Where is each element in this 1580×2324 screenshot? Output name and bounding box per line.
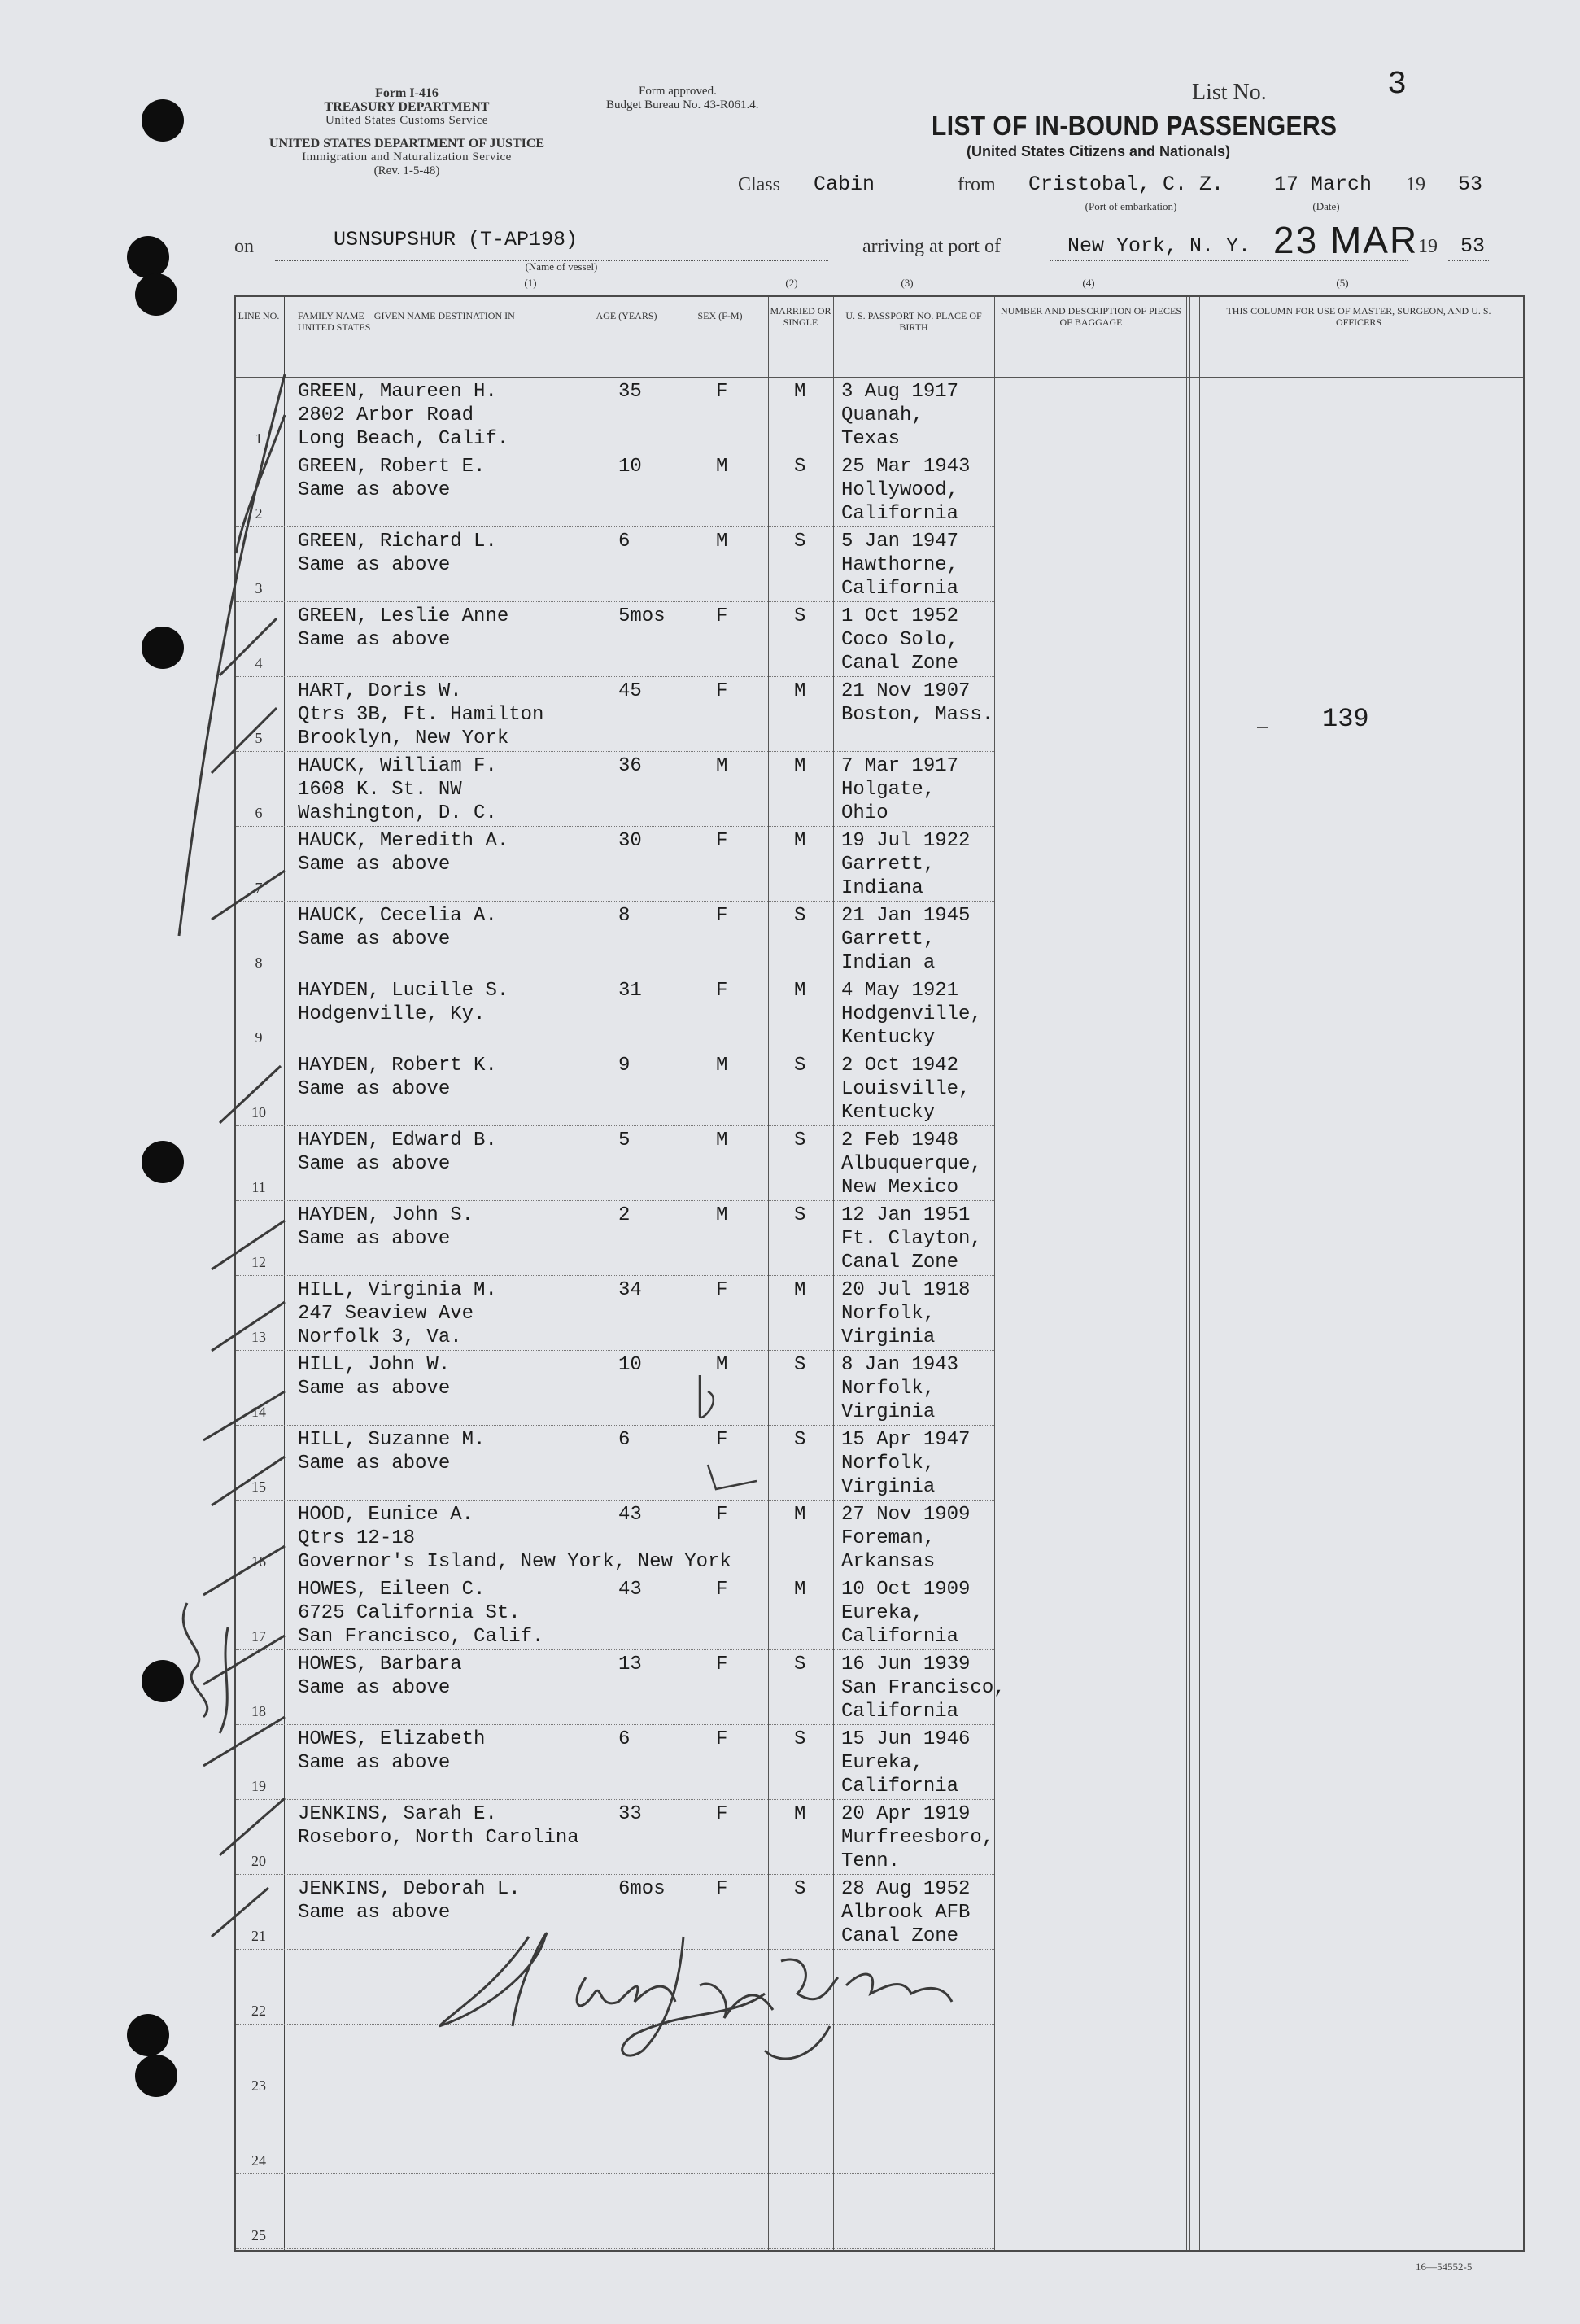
- line-number: 16: [251, 1553, 266, 1570]
- passenger-age: 2: [618, 1204, 631, 1226]
- passenger-marital-status: M: [794, 1504, 806, 1526]
- col-caption-4: (4): [1082, 277, 1095, 289]
- passenger-birth: 10 Oct 1909 Eureka, California: [841, 1579, 971, 1648]
- embark-date: 17 March: [1274, 173, 1373, 196]
- passenger-sex: F: [716, 1429, 728, 1451]
- vessel-name: USNSUPSHUR (T-AP198): [334, 228, 578, 251]
- arriving-label: arriving at port of: [862, 236, 1001, 257]
- row-divider: [236, 2173, 994, 2174]
- passenger-name: HOWES, Eileen C. 6725 California St. San Francisco, Calif.: [298, 1579, 544, 1648]
- passenger-age: 45: [618, 680, 642, 702]
- vessel-caption: (Name of vessel): [525, 260, 598, 273]
- line-number: 14: [251, 1404, 266, 1420]
- form-approved: Form approved.: [639, 85, 717, 98]
- line-number: 17: [251, 1628, 266, 1645]
- form-number: Form I-416: [375, 86, 439, 100]
- punch-hole: [135, 273, 177, 316]
- punch-hole: [127, 2014, 169, 2056]
- row-divider: [236, 1799, 994, 1800]
- line-number: 10: [251, 1104, 266, 1120]
- passenger-marital-status: S: [794, 1204, 806, 1226]
- passenger-name: GREEN, Richard L. Same as above: [298, 531, 497, 576]
- passenger-birth: 8 Jan 1943 Norfolk, Virginia: [841, 1354, 959, 1423]
- passenger-marital-status: S: [794, 1878, 806, 1900]
- punch-hole: [127, 236, 169, 278]
- footer-code: 16—54552-5: [1416, 2261, 1473, 2273]
- passenger-birth: 2 Oct 1942 Louisville, Kentucky: [841, 1055, 971, 1124]
- row-divider: [236, 1724, 994, 1725]
- col-header-age: AGE (YEARS): [596, 310, 657, 321]
- passenger-birth: 21 Nov 1907 Boston, Mass.: [841, 680, 994, 726]
- arrival-date-stamp: 23 MAR: [1273, 219, 1419, 261]
- passenger-sex: M: [716, 456, 728, 478]
- passenger-name: HAUCK, Meredith A. Same as above: [298, 830, 509, 876]
- passenger-marital-status: M: [794, 980, 806, 1002]
- passenger-sex: F: [716, 1878, 728, 1900]
- passenger-birth: 7 Mar 1917 Holgate, Ohio: [841, 755, 959, 824]
- passenger-sex: M: [716, 531, 728, 553]
- passenger-birth: 12 Jan 1951 Ft. Clayton, Canal Zone: [841, 1204, 982, 1273]
- passenger-age: 10: [618, 456, 642, 478]
- passenger-marital-status: S: [794, 456, 806, 478]
- line-number: 25: [251, 2227, 266, 2243]
- passenger-name: HART, Doris W. Qtrs 3B, Ft. Hamilton Brooklyn, New York: [298, 680, 544, 749]
- line-number: 15: [251, 1479, 266, 1495]
- line-number: 22: [251, 2003, 266, 2019]
- passenger-sex: F: [716, 680, 728, 702]
- col-header-sex: SEX (F-M): [697, 310, 743, 321]
- passenger-age: 33: [618, 1803, 642, 1825]
- passenger-birth: 15 Jun 1946 Eureka, California: [841, 1728, 971, 1798]
- line-number: 11: [251, 1179, 266, 1195]
- punch-hole: [142, 99, 184, 142]
- row-divider: [236, 2248, 994, 2249]
- line-number: 1: [255, 430, 263, 447]
- year-value: 53: [1458, 173, 1483, 196]
- passenger-birth: 28 Aug 1952 Albrook AFB Canal Zone: [841, 1878, 971, 1947]
- passenger-age: 43: [618, 1579, 642, 1601]
- passenger-birth: 25 Mar 1943 Hollywood, California: [841, 456, 971, 525]
- arrival-year-prefix: 19: [1418, 236, 1438, 257]
- justice-department: UNITED STATES DEPARTMENT OF JUSTICE: [268, 137, 545, 151]
- passenger-age: 6mos: [618, 1878, 666, 1900]
- embarkation-caption: (Port of embarkation): [1085, 200, 1177, 212]
- line-number: 23: [251, 2077, 266, 2094]
- passenger-birth: 1 Oct 1952 Coco Solo, Canal Zone: [841, 605, 959, 675]
- passenger-age: 34: [618, 1279, 642, 1301]
- passenger-sex: F: [716, 1279, 728, 1301]
- passenger-marital-status: S: [794, 1354, 806, 1376]
- passenger-marital-status: M: [794, 680, 806, 702]
- passenger-age: 5: [618, 1129, 631, 1151]
- row-divider: [236, 676, 994, 677]
- passenger-name: HILL, Suzanne M. Same as above: [298, 1429, 486, 1474]
- passenger-name: HOOD, Eunice A. Qtrs 12-18 Governor's Island, New York, New York: [298, 1504, 731, 1573]
- passenger-birth: 21 Jan 1945 Garrett, Indian a: [841, 905, 971, 974]
- list-subtitle: (United States Citizens and Nationals): [967, 143, 1231, 159]
- line-number: 3: [255, 580, 263, 596]
- col-caption-5: (5): [1336, 277, 1349, 289]
- row-divider: [236, 1125, 994, 1126]
- passenger-birth: 2 Feb 1948 Albuquerque, New Mexico: [841, 1129, 982, 1199]
- row-divider: [236, 901, 994, 902]
- dash-mark: [1257, 727, 1268, 728]
- approval-block: [606, 85, 758, 112]
- signature-scribble: [423, 1888, 1041, 2075]
- passenger-sex: M: [716, 1354, 728, 1376]
- passenger-age: 8: [618, 905, 631, 927]
- date-caption: (Date): [1312, 200, 1340, 212]
- passenger-name: HOWES, Elizabeth Same as above: [298, 1728, 486, 1774]
- passenger-birth: 16 Jun 1939 San Francisco, California: [841, 1653, 1006, 1723]
- year-prefix: 19: [1406, 174, 1425, 195]
- pencil-marks: [683, 1367, 765, 1497]
- col-caption-2: (2): [785, 277, 798, 289]
- passenger-sex: F: [716, 1653, 728, 1675]
- passenger-sex: F: [716, 1728, 728, 1750]
- line-number: 12: [251, 1254, 266, 1270]
- passenger-marital-status: M: [794, 1579, 806, 1601]
- passenger-age: 6: [618, 1429, 631, 1451]
- col-header-passport: U. S. PASSPORT NO. PLACE OF BIRTH: [845, 310, 982, 333]
- line-number: 24: [251, 2152, 266, 2169]
- passenger-birth: 5 Jan 1947 Hawthorne, California: [841, 531, 959, 600]
- passenger-marital-status: S: [794, 1728, 806, 1750]
- line-number: 20: [251, 1853, 266, 1869]
- form-block: [220, 86, 594, 128]
- row-divider: [236, 601, 994, 602]
- passenger-sex: F: [716, 1803, 728, 1825]
- from-label: from: [958, 174, 996, 195]
- passenger-marital-status: S: [794, 1129, 806, 1151]
- passenger-name: HOWES, Barbara Same as above: [298, 1653, 462, 1699]
- passenger-birth: 20 Jul 1918 Norfolk, Virginia: [841, 1279, 971, 1348]
- passenger-sex: F: [716, 830, 728, 852]
- passenger-name: GREEN, Maureen H. 2802 Arbor Road Long Beach, Calif.: [298, 381, 509, 450]
- passenger-age: 6: [618, 1728, 631, 1750]
- passenger-age: 43: [618, 1504, 642, 1526]
- line-number: 6: [255, 805, 263, 821]
- row-divider: [236, 526, 994, 527]
- line-number: 9: [255, 1029, 263, 1046]
- passenger-marital-status: M: [794, 381, 806, 403]
- passenger-marital-status: M: [794, 1279, 806, 1301]
- arrival-port: New York, N. Y.: [1067, 234, 1251, 258]
- immigration-service: Immigration and Naturalization Service: [302, 151, 512, 164]
- passenger-name: HAUCK, William F. 1608 K. St. NW Washington, D. C.: [298, 755, 497, 824]
- line-number: 19: [251, 1778, 266, 1794]
- budget-bureau: Budget Bureau No. 43-R061.4.: [606, 98, 759, 111]
- passenger-marital-status: M: [794, 755, 806, 777]
- passenger-name: HAUCK, Cecelia A. Same as above: [298, 905, 497, 950]
- passenger-birth: 20 Apr 1919 Murfreesboro, Tenn.: [841, 1803, 994, 1872]
- row-divider: [236, 751, 994, 752]
- passenger-age: 36: [618, 755, 642, 777]
- line-number: 18: [251, 1703, 266, 1719]
- check-marks: [163, 366, 325, 1953]
- line-number: 13: [251, 1329, 266, 1345]
- row-divider: [236, 1874, 994, 1875]
- passenger-sex: F: [716, 980, 728, 1002]
- customs-service: United States Customs Service: [325, 114, 488, 127]
- passenger-marital-status: S: [794, 605, 806, 627]
- department: TREASURY DEPARTMENT: [324, 100, 490, 114]
- line-number: 2: [255, 505, 263, 522]
- from-value: Cristobal, C. Z.: [1028, 173, 1224, 196]
- arrival-year: 53: [1460, 234, 1486, 258]
- passenger-name: GREEN, Leslie Anne Same as above: [298, 605, 509, 651]
- line-number: 4: [255, 655, 263, 671]
- class-value: Cabin: [814, 173, 875, 196]
- row-divider: [236, 826, 994, 827]
- line-number: 21: [251, 1928, 266, 1944]
- list-title: LIST OF IN-BOUND PASSENGERS: [932, 111, 1338, 142]
- passenger-age: 31: [618, 980, 642, 1002]
- passenger-name: HILL, John W. Same as above: [298, 1354, 451, 1400]
- passenger-sex: F: [716, 905, 728, 927]
- col-header-married: MARRIED OR SINGLE: [770, 305, 831, 328]
- passenger-name: JENKINS, Deborah L. Same as above: [298, 1878, 521, 1924]
- passenger-age: 9: [618, 1055, 631, 1077]
- passenger-name: HILL, Virginia M. 247 Seaview Ave Norfolk 3, Va.: [298, 1279, 497, 1348]
- list-no-label: List No.: [1192, 80, 1267, 105]
- passenger-marital-status: S: [794, 1653, 806, 1675]
- passenger-marital-status: S: [794, 531, 806, 553]
- passenger-name: HAYDEN, John S. Same as above: [298, 1204, 474, 1250]
- passenger-age: 10: [618, 1354, 642, 1376]
- punch-hole: [135, 2055, 177, 2097]
- row-divider: [236, 1649, 994, 1650]
- passenger-age: 5mos: [618, 605, 666, 627]
- list-number: 3: [1387, 67, 1408, 103]
- row-divider: [236, 1500, 994, 1501]
- passenger-marital-status: S: [794, 1055, 806, 1077]
- passenger-marital-status: S: [794, 1429, 806, 1451]
- passenger-sex: M: [716, 1204, 728, 1226]
- passenger-sex: F: [716, 605, 728, 627]
- col-header-line: LINE NO.: [238, 310, 280, 321]
- line-number: 8: [255, 954, 263, 971]
- passenger-sex: M: [716, 1129, 728, 1151]
- row-divider: [236, 1350, 994, 1351]
- passenger-sex: F: [716, 381, 728, 403]
- passenger-age: 30: [618, 830, 642, 852]
- passenger-birth: 19 Jul 1922 Garrett, Indiana: [841, 830, 971, 899]
- passenger-name: HAYDEN, Robert K. Same as above: [298, 1055, 497, 1100]
- row-divider: [236, 1200, 994, 1201]
- officer-note: 139: [1322, 704, 1369, 734]
- col-header-name: FAMILY NAME—GIVEN NAME DESTINATION IN UNITED STATES: [298, 310, 515, 333]
- revision: (Rev. 1-5-48): [373, 164, 440, 177]
- passenger-name: GREEN, Robert E. Same as above: [298, 456, 486, 501]
- row-divider: [236, 1425, 994, 1426]
- passenger-sex: F: [716, 1579, 728, 1601]
- passenger-birth: 15 Apr 1947 Norfolk, Virginia: [841, 1429, 971, 1498]
- passenger-birth: 27 Nov 1909 Foreman, Arkansas: [841, 1504, 971, 1573]
- passenger-birth: 3 Aug 1917 Quanah, Texas: [841, 381, 959, 450]
- passenger-name: HAYDEN, Edward B. Same as above: [298, 1129, 497, 1175]
- col-caption-3: (3): [901, 277, 914, 289]
- passenger-name: JENKINS, Sarah E. Roseboro, North Carolina: [298, 1803, 579, 1849]
- col-header-officers: THIS COLUMN FOR USE OF MASTER, SURGEON, AND U. S. OFFICERS: [1226, 305, 1491, 328]
- col-header-baggage: NUMBER AND DESCRIPTION OF PIECES OF BAGGAGE: [1000, 305, 1182, 328]
- passenger-sex: M: [716, 755, 728, 777]
- justice-block: [220, 137, 594, 178]
- passenger-age: 13: [618, 1653, 642, 1675]
- passenger-marital-status: M: [794, 1803, 806, 1825]
- passenger-age: 35: [618, 381, 642, 403]
- passenger-sex: F: [716, 1504, 728, 1526]
- passenger-marital-status: M: [794, 830, 806, 852]
- line-number: 7: [255, 880, 263, 896]
- passenger-birth: 4 May 1921 Hodgenville, Kentucky: [841, 980, 982, 1049]
- passenger-name: HAYDEN, Lucille S. Hodgenville, Ky.: [298, 980, 509, 1025]
- class-label: Class: [738, 174, 781, 195]
- line-number: 5: [255, 730, 263, 746]
- passenger-sex: M: [716, 1055, 728, 1077]
- on-label: on: [234, 236, 254, 257]
- passenger-age: 6: [618, 531, 631, 553]
- col-caption-1: (1): [524, 277, 537, 289]
- row-divider: [236, 1275, 994, 1276]
- passenger-marital-status: S: [794, 905, 806, 927]
